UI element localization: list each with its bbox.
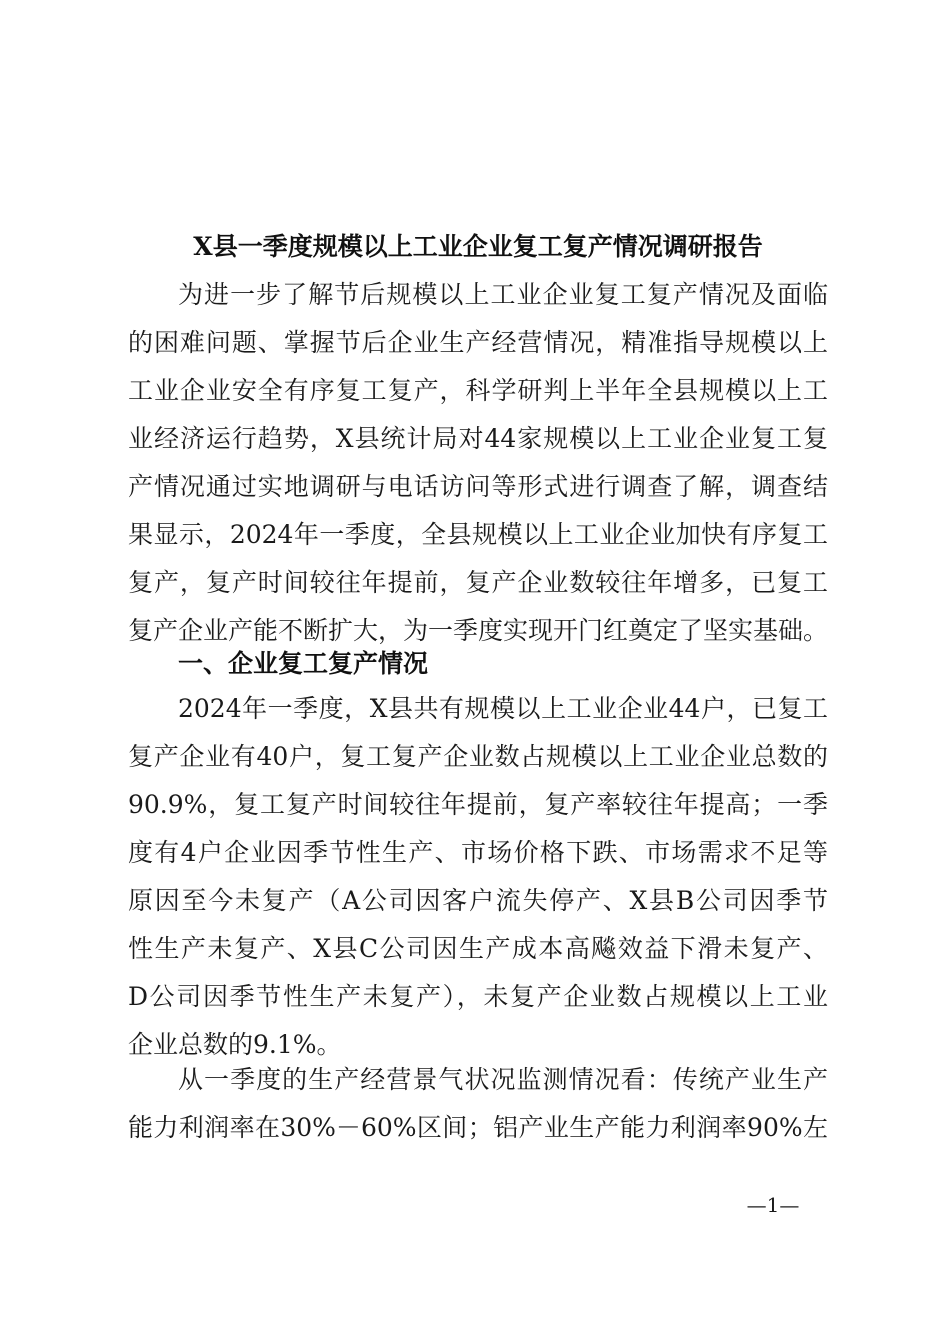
section2-paragraph — [128, 1056, 828, 1152]
text-line: 企业总数的9.1%。 — [128, 1030, 342, 1059]
text-line: 从一季度的生产经营景气状况监测情况看：传统产业生产 — [178, 1065, 828, 1094]
text-line: 产情况通过实地调研与电话访问等形式进行调查了解，调查结 — [128, 472, 828, 501]
text-line: 业经济运行趋势，X县统计局对44家规模以上工业企业复工复 — [128, 424, 828, 453]
text-line: 复产企业产能不断扩大，为一季度实现开门红奠定了坚实基础。 — [128, 616, 828, 645]
page-number: —1— — [746, 1193, 800, 1217]
text-line: 为进一步了解节后规模以上工业企业复工复产情况及面临 — [178, 280, 828, 309]
text-line: 复产企业有40户，复工复产企业数占规模以上工业企业总数的 — [128, 742, 828, 771]
text-line: 度有4户企业因季节性生产、市场价格下跌、市场需求不足等 — [128, 838, 828, 867]
text-line: 复产，复产时间较往年提前，复产企业数较往年增多，已复工 — [128, 568, 828, 597]
text-line: 能力利润率在30%－60%区间；铝产业生产能力利润率90%左 — [128, 1113, 828, 1142]
text-line: 果显示，2024年一季度，全县规模以上工业企业加快有序复工 — [128, 520, 828, 549]
section1-paragraph — [128, 685, 828, 1069]
document-title: X县一季度规模以上工业企业复工复产情况调研报告 — [193, 232, 763, 261]
text-line: 的困难问题、掌握节后企业生产经营情况，精准指导规模以上 — [128, 328, 828, 357]
text-line: 工业企业安全有序复工复产，科学研判上半年全县规模以上工 — [128, 376, 828, 405]
text-line: 原因至今未复产（A公司因客户流失停产、X县B公司因季节 — [128, 886, 828, 915]
intro-paragraph — [128, 271, 828, 655]
text-line: 90.9%，复工复产时间较往年提前，复产率较往年提高；一季 — [128, 790, 828, 819]
text-line: 性生产未复产、X县C公司因生产成本高飚效益下滑未复产、 — [128, 934, 828, 963]
text-line: 2024年一季度，X县共有规模以上工业企业44户，已复工 — [178, 694, 828, 723]
section-heading: 一、企业复工复产情况 — [178, 649, 429, 678]
text-line: D公司因季节性生产未复产），未复产企业数占规模以上工业 — [128, 982, 828, 1011]
